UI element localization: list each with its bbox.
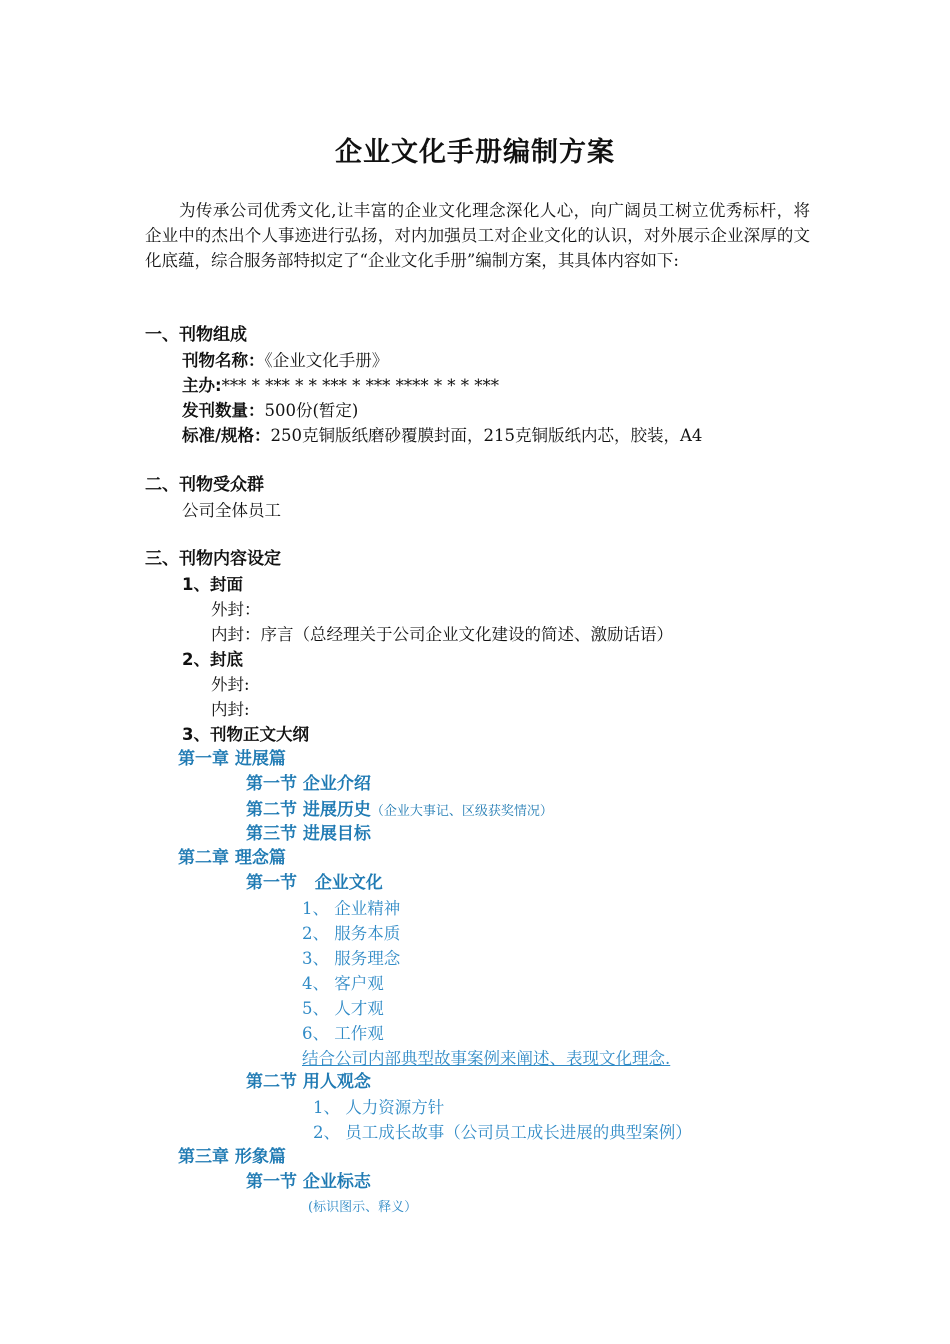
host-row <box>182 373 499 398</box>
chapter2-section1: 第一节 企业文化 <box>246 873 383 893</box>
chapter1-heading: 第一章 进展篇 <box>178 749 286 769</box>
outline-heading: 3、刊物正文大纲 <box>182 725 309 744</box>
chapter2-item-2: 2、 服务本质 <box>302 924 401 943</box>
chapter1-section2-note: （企业大事记、区级获奖情况） <box>370 804 553 819</box>
chapter2-section2-item-1: 1、 人力资源方针 <box>313 1098 445 1117</box>
back-outer: 外封: <box>211 675 250 694</box>
host-value: *** * *** * * *** * *** **** * * * *** <box>221 376 500 395</box>
chapter3-section1-note: (标识图示、释义） <box>308 1200 418 1215</box>
spec-label: 标准/规格： <box>182 426 271 445</box>
chapter2-item-3: 3、 服务理念 <box>302 949 401 968</box>
audience-text: 公司全体员工 <box>182 501 281 520</box>
section2-heading: 二、刊物受众群 <box>145 475 264 495</box>
chapter1-section2-row <box>246 797 553 824</box>
chapter2-section1-note: 结合公司内部典型故事案例来阐述、表现文化理念. <box>302 1049 671 1068</box>
quantity-row <box>182 398 358 423</box>
intro-paragraph: 为传承公司优秀文化,让丰富的企业文化理念深化人心，向广阔员工树立优秀标杆，将企业中的杰出个人事迹进行弘扬，对内加强员工对企业文化的认识，对外展示企业深厚的文化底蕴，综合服务部特拟定了“企业文化手册”编制方案，其具体内容如下: <box>145 201 810 270</box>
chapter2-item-4: 4、 客户观 <box>302 974 384 993</box>
publication-name-row <box>182 348 388 373</box>
quantity-value: 500份(暂定) <box>264 401 359 420</box>
chapter2-heading: 第二章 理念篇 <box>178 848 286 868</box>
chapter2-item-5: 5、 人才观 <box>302 999 384 1018</box>
cover-outer: 外封： <box>211 600 261 619</box>
spec-row <box>182 423 702 448</box>
publication-name-value: 《企业文化手册》 <box>264 351 389 370</box>
cover-inner: 内封：序言（总经理关于公司企业文化建设的简述、激励话语） <box>211 625 673 644</box>
host-label: 主办: <box>182 376 222 395</box>
document-title: 企业文化手册编制方案 <box>335 137 615 168</box>
chapter1-section3: 第三节 进展目标 <box>246 824 371 844</box>
chapter1-section2: 第二节 进展历史 <box>246 800 371 820</box>
spec-value: 250克铜版纸磨砂覆膜封面，215克铜版纸内芯，胶装，A4 <box>270 426 703 445</box>
chapter2-section2-item-2: 2、 员工成长故事（公司员工成长进展的典型案例） <box>313 1123 692 1142</box>
chapter1-section1: 第一节 企业介绍 <box>246 774 371 794</box>
cover-heading: 1、封面 <box>182 575 243 594</box>
quantity-label: 发刊数量： <box>182 401 265 420</box>
chapter3-section1: 第一节 企业标志 <box>246 1172 371 1192</box>
section3-heading: 三、刊物内容设定 <box>145 549 281 569</box>
section1-heading: 一、刊物组成 <box>145 325 247 345</box>
back-heading: 2、封底 <box>182 650 243 669</box>
back-inner: 内封: <box>211 700 250 719</box>
chapter2-item-1: 1、 企业精神 <box>302 899 401 918</box>
chapter2-item-6: 6、 工作观 <box>302 1024 384 1043</box>
chapter3-heading: 第三章 形象篇 <box>178 1147 286 1167</box>
publication-name-label: 刊物名称： <box>182 351 265 370</box>
chapter2-section2: 第二节 用人观念 <box>246 1072 371 1092</box>
